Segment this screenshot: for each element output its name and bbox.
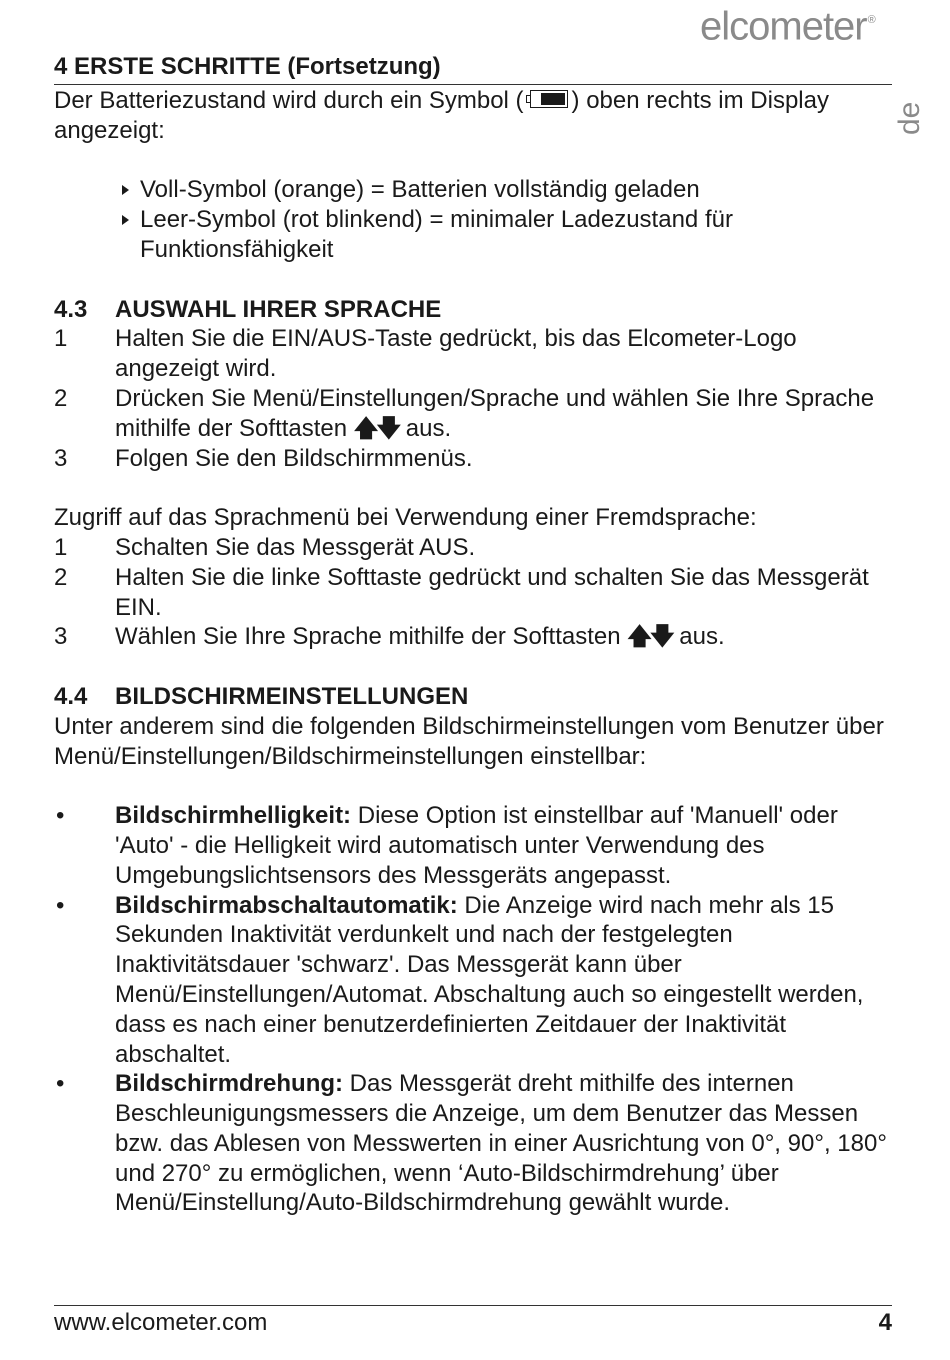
display-settings-intro: Unter anderem sind die folgenden Bildschirmeinstellungen vom Benutzer über Menü/Einstellungen/Bildschirmeinstellungen einstellbar: <box>54 712 884 770</box>
page-number: 4 <box>878 1309 892 1336</box>
list-item: 3 Folgen Sie den Bildschirmmenüs. <box>54 444 473 472</box>
section-title: 4 ERSTE SCHRITTE (Fortsetzung) <box>54 52 892 85</box>
list-item: • Bildschirmdrehung: Das Messgerät dreht mithilfe des internen Beschleunigungsmessers die Anzeige, um dem Benutzer das Messen bzw. das Ablesen von Messwerten in einer Ausrichtung von 0°, 90°, 180° und 270° zu ermöglichen, wenn ‘Auto-Bildschirmdrehung’ über Menü/Einstellung/Auto-Bildschirmdrehung gewählt wurde. <box>56 1070 887 1217</box>
up-down-arrows-icon: 🡅🡇 <box>627 623 673 651</box>
section-4-4-heading: 4.4 BILDSCHIRMEINSTELLUNGEN <box>54 682 469 710</box>
list-item: 1 Schalten Sie das Messgerät AUS. <box>54 533 476 561</box>
list-item: 3 Wählen Sie Ihre Sprache mithilfe der Softtasten 🡅🡇 aus. <box>54 623 725 651</box>
list-item: • Bildschirmhelligkeit: Diese Option ist einstellbar auf 'Manuell' oder 'Auto' - die Helligkeit wird automatisch unter Verwendung des Umgebungslichtsensors des Messgeräts angepasst. <box>56 802 838 889</box>
logo-text: elcometer <box>700 4 867 49</box>
battery-icon <box>526 90 570 110</box>
list-item: • Bildschirmabschaltautomatik: Die Anzeige wird nach mehr als 15 Sekunden Inaktivität verdunkelt und nach der festgelegten Inaktivitätsdauer 'schwarz'. Das Messgerät kann über Menü/Einstellungen/Automat. Abschaltung auch so eingestellt werden, dass es nach einer benutzerdefinierten Zeitdauer der Inaktivität abschaltet. <box>56 891 864 1068</box>
foreign-language-steps <box>54 533 892 652</box>
list-item: Voll-Symbol (orange) = Batterien vollständig geladen <box>120 175 892 205</box>
display-settings-list <box>54 801 892 1218</box>
list-item: 2 Drücken Sie Menü/Einstellungen/Sprache und wählen Sie Ihre Sprache mithilfe der Softtasten 🡅🡇 aus. <box>54 384 875 442</box>
elcometer-logo <box>700 0 900 49</box>
footer-url: www.elcometer.com <box>54 1309 268 1336</box>
list-item: 1 Halten Sie die EIN/AUS-Taste gedrückt, bis das Elcometer-Logo angezeigt wird. <box>54 325 797 383</box>
language-steps <box>54 324 892 473</box>
language-tab: de <box>893 101 926 135</box>
section-4-3-heading: 4.3 AUSWAHL IHRER SPRACHE <box>54 295 442 323</box>
up-down-arrows-icon: 🡅🡇 <box>353 414 400 442</box>
footer-divider <box>54 1305 892 1306</box>
page-content <box>54 86 892 1218</box>
registered-mark: ® <box>867 14 875 26</box>
list-item: 2 Halten Sie die linke Softtaste gedrückt und schalten Sie das Messgerät EIN. <box>54 563 869 621</box>
battery-intro: Der Batteriezustand wird durch ein Symbol ( ) oben rechts im Display angezeigt: <box>54 87 829 144</box>
list-item: Leer-Symbol (rot blinkend) = minimaler Ladezustand für Funktionsfähigkeit <box>120 205 892 265</box>
foreign-language-intro: Zugriff auf das Sprachmenü bei Verwendung einer Fremdsprache: <box>54 504 757 532</box>
battery-states-list <box>120 175 892 264</box>
